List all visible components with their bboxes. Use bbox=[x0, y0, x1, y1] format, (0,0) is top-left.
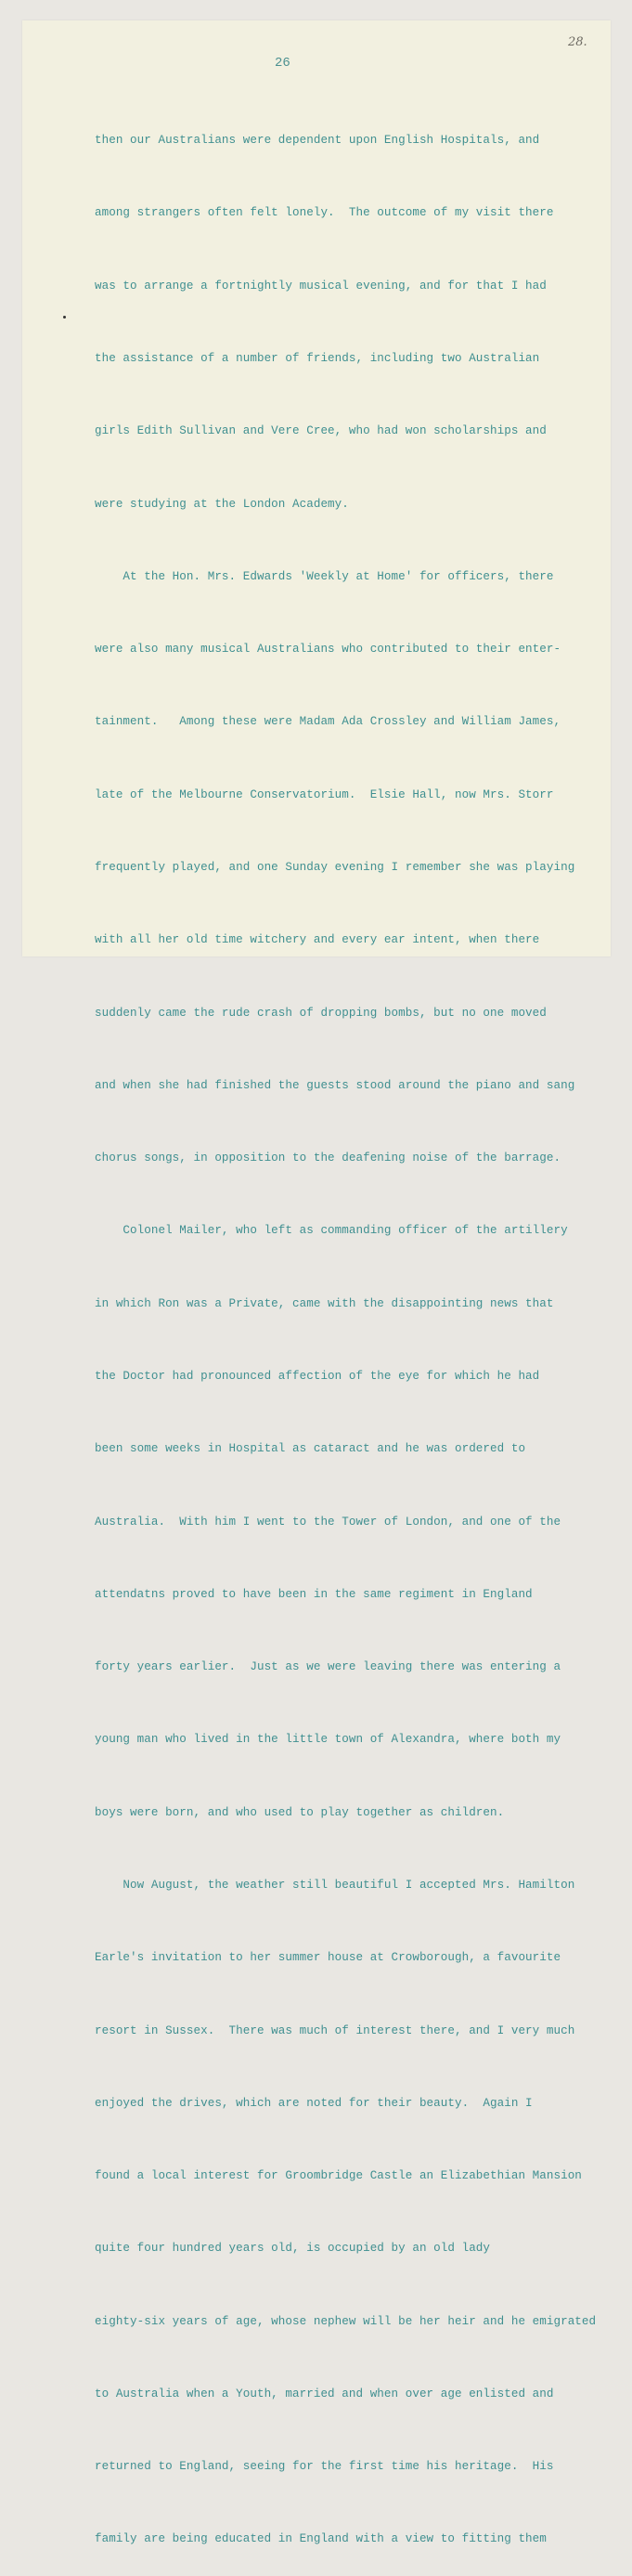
text-line: the assistance of a number of friends, including two Australian bbox=[95, 352, 540, 366]
margin-mark bbox=[63, 316, 66, 319]
text-line: been some weeks in Hospital as cataract and he was ordered to bbox=[95, 1442, 526, 1456]
text-line: eighty-six years of age, whose nephew will be her heir and he emigrated bbox=[95, 2314, 597, 2328]
text-line: Now August, the weather still beautiful I accepted Mrs. Hamilton bbox=[95, 1878, 575, 1892]
text-line: was to arrange a fortnightly musical evening, and for that I had bbox=[95, 279, 547, 293]
text-line: young man who lived in the little town of Alexandra, where both my bbox=[95, 1733, 561, 1747]
text-line: among strangers often felt lonely. The outcome of my visit there bbox=[95, 206, 554, 220]
text-line: quite four hundred years old, is occupied by an old lady bbox=[95, 2242, 491, 2256]
text-line: late of the Melbourne Conservatorium. Elsie Hall, now Mrs. Storr bbox=[95, 787, 554, 801]
page-number: 26 bbox=[275, 56, 290, 71]
text-line: family are being educated in England with a view to fitting them bbox=[95, 2532, 547, 2546]
text-line: tainment. Among these were Madam Ada Crossley and William James, bbox=[95, 715, 561, 729]
typed-body-text bbox=[95, 80, 614, 2576]
text-line: and when she had finished the guests stood around the piano and sang bbox=[95, 1078, 575, 1092]
text-line: Colonel Mailer, who left as commanding officer of the artillery bbox=[95, 1224, 568, 1238]
text-line: were studying at the London Academy. bbox=[95, 497, 349, 511]
text-line: then our Australians were dependent upon English Hospitals, and bbox=[95, 134, 540, 148]
text-line: Earle's invitation to her summer house at Crowborough, a favourite bbox=[95, 1951, 561, 1965]
text-line: suddenly came the rude crash of dropping bombs, but no one moved bbox=[95, 1006, 547, 1020]
text-line: returned to England, seeing for the first time his heritage. His bbox=[95, 2460, 554, 2474]
text-line: were also many musical Australians who contributed to their enter- bbox=[95, 643, 561, 657]
text-line: forty years earlier. Just as we were leaving there was entering a bbox=[95, 1660, 561, 1674]
text-line: girls Edith Sullivan and Vere Cree, who had won scholarships and bbox=[95, 424, 547, 438]
text-line: to Australia when a Youth, married and when over age enlisted and bbox=[95, 2387, 554, 2400]
text-line: At the Hon. Mrs. Edwards 'Weekly at Home' for officers, there bbox=[95, 569, 554, 583]
text-line: Australia. With him I went to the Tower of London, and one of the bbox=[95, 1515, 561, 1529]
text-line: boys were born, and who used to play together as children. bbox=[95, 1805, 505, 1819]
text-line: resort in Sussex. There was much of interest there, and I very much bbox=[95, 2023, 575, 2037]
text-line: found a local interest for Groombridge Castle an Elizabethian Mansion bbox=[95, 2169, 582, 2183]
folio-number: 28. bbox=[568, 35, 587, 49]
text-line: the Doctor had pronounced affection of the eye for which he had bbox=[95, 1369, 540, 1383]
text-line: chorus songs, in opposition to the deafening noise of the barrage. bbox=[95, 1151, 561, 1165]
text-line: enjoyed the drives, which are noted for their beauty. Again I bbox=[95, 2096, 533, 2110]
text-line: attendatns proved to have been in the same regiment in England bbox=[95, 1587, 533, 1601]
text-line: frequently played, and one Sunday evening I remember she was playing bbox=[95, 861, 575, 874]
text-line: with all her old time witchery and every ear intent, when there bbox=[95, 933, 540, 947]
text-line: in which Ron was a Private, came with the disappointing news that bbox=[95, 1296, 554, 1310]
